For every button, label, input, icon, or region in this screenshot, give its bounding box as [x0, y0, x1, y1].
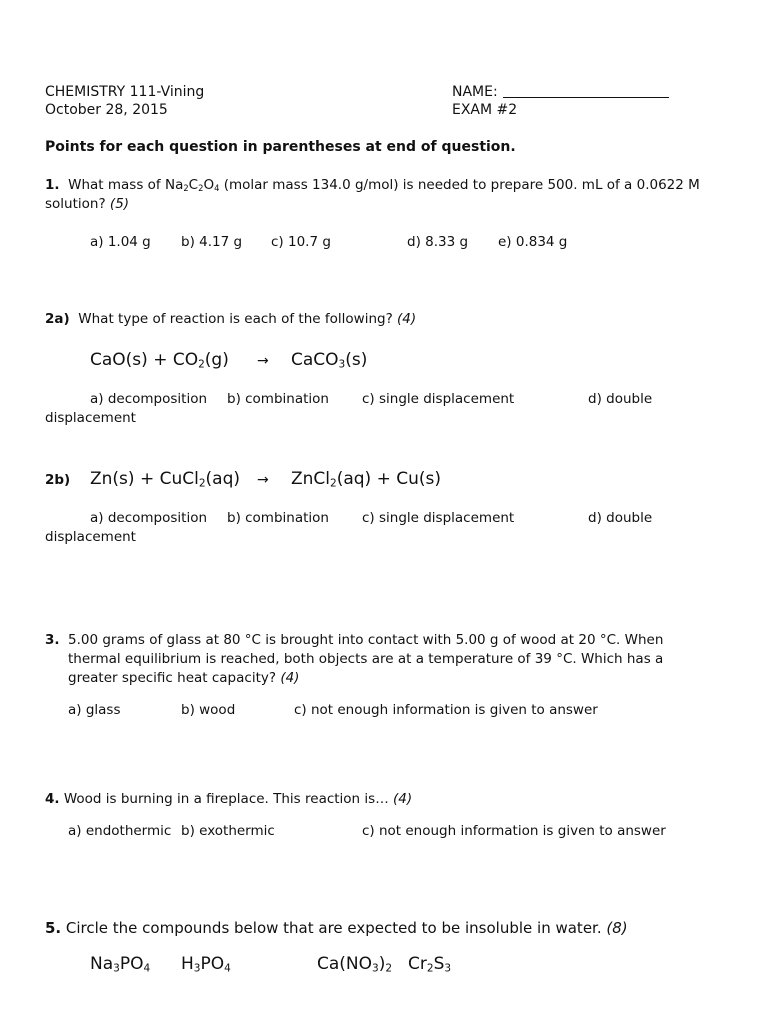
compound-4-part-b: S	[433, 954, 445, 974]
name-label: NAME:	[452, 84, 498, 100]
question-2b-number: 2b)	[45, 472, 71, 488]
exam-number: EXAM #2	[452, 102, 518, 118]
question-5-number: 5.	[45, 919, 62, 937]
question-3-line-2: thermal equilibrium is reached, both objects are at a temperature of 39 °C. Which has a	[68, 651, 664, 667]
question-3-number: 3.	[45, 632, 60, 648]
question-4-choice-b[interactable]: b) exothermic	[181, 823, 275, 839]
name-blank-line	[503, 83, 669, 98]
compound-na3po4[interactable]	[90, 953, 150, 975]
question-1-choice-c[interactable]: c) 10.7 g	[271, 234, 331, 250]
equation-2b-right	[291, 468, 441, 490]
question-3-line3-text: greater specific heat capacity?	[68, 670, 281, 686]
question-2a-choice-a[interactable]: a) decomposition	[90, 391, 208, 407]
compound-4-sub-1: 2	[426, 962, 434, 975]
compound-3-sub-2: 2	[385, 962, 393, 975]
question-1	[45, 176, 700, 195]
equation-2a-left	[90, 349, 229, 371]
compound-2-part-b: PO	[200, 954, 225, 974]
question-3-choice-c[interactable]: c) not enough information is given to answer	[294, 702, 598, 718]
equation-2a-sub1: 2	[198, 358, 205, 371]
instructions: Points for each question in parentheses at end of question.	[45, 139, 516, 155]
equation-2b-right-text: ZnCl	[291, 469, 331, 489]
question-2a-choice-d[interactable]: d) double	[588, 391, 653, 407]
question-2b-choice-b[interactable]: b) combination	[227, 510, 329, 526]
compound-1-sub-1: 3	[113, 962, 120, 975]
exam-date: October 28, 2015	[45, 102, 168, 118]
question-1-line2-text: solution?	[45, 196, 110, 212]
equation-2b-left	[90, 468, 240, 490]
question-2a-choice-d-wrap: displacement	[45, 410, 136, 426]
equation-2a-right-end: (s)	[345, 350, 368, 370]
equation-2b-arrow-icon: →	[257, 472, 269, 488]
question-3-line-1: 5.00 grams of glass at 80 °C is brought into contact with 5.00 g of wood at 20 °C. When	[68, 632, 664, 648]
equation-2b-sub1: 2	[198, 477, 206, 490]
equation-2b-left-text: Zn(s) + CuCl	[90, 469, 199, 489]
question-1-text-c: O	[203, 177, 215, 193]
question-1-sub-c: 4	[214, 183, 220, 194]
question-1-line-2	[45, 195, 129, 214]
question-2b-choice-a[interactable]: a) decomposition	[90, 510, 208, 526]
equation-2a-right	[291, 349, 367, 371]
question-2a-choice-b[interactable]: b) combination	[227, 391, 329, 407]
question-4-number: 4.	[45, 791, 60, 807]
question-4-choice-c[interactable]: c) not enough information is given to answer	[362, 823, 666, 839]
compound-2-sub-2: 4	[224, 962, 231, 975]
question-2a-text: What type of reaction is each of the following?	[78, 311, 398, 327]
question-3-choice-b[interactable]: b) wood	[181, 702, 236, 718]
question-3-choice-a[interactable]: a) glass	[68, 702, 121, 718]
question-1-choice-a[interactable]: a) 1.04 g	[90, 234, 151, 250]
question-1-text-d: (molar mass 134.0 g/mol) is needed to prepare 500. mL of a 0.0622 M	[219, 177, 700, 193]
question-2b-choice-d-wrap: displacement	[45, 529, 136, 545]
question-1-text-a: What mass of Na	[68, 177, 184, 193]
question-4	[45, 790, 412, 809]
equation-2a-arrow-icon: →	[257, 353, 269, 369]
compound-3-part-a: Ca(NO	[317, 954, 373, 974]
compound-3-sub-1: 3	[372, 962, 379, 975]
question-1-points: (5)	[109, 196, 130, 212]
compound-ca-no3-2[interactable]	[317, 953, 392, 975]
question-1-choice-e[interactable]: e) 0.834 g	[498, 234, 568, 250]
question-4-choice-a[interactable]: a) endothermic	[68, 823, 172, 839]
question-1-number: 1.	[45, 177, 60, 193]
question-2a-choice-c[interactable]: c) single displacement	[362, 391, 515, 407]
equation-2a-left-text: CaO(s) + CO	[90, 350, 199, 370]
question-1-choice-b[interactable]: b) 4.17 g	[181, 234, 243, 250]
compound-1-part-b: PO	[119, 954, 144, 974]
course-title: CHEMISTRY 111-Vining	[45, 84, 205, 100]
compound-3-part-b: )	[378, 954, 386, 974]
question-5-points: (8)	[606, 919, 628, 937]
compound-1-part-a: Na	[90, 954, 114, 974]
compound-2-part-a: H	[181, 954, 194, 974]
equation-2b-sub2: 2	[330, 477, 337, 490]
equation-2b-left-end: (aq)	[205, 469, 241, 489]
question-1-text-b: C	[188, 177, 199, 193]
question-2a	[45, 310, 416, 329]
question-1-sub-b: 2	[198, 183, 204, 194]
question-5-text: Circle the compounds below that are expected to be insoluble in water.	[61, 919, 607, 937]
question-2b-choice-c[interactable]: c) single displacement	[362, 510, 515, 526]
question-2b-choice-d[interactable]: d) double	[588, 510, 653, 526]
compound-1-sub-2: 4	[143, 962, 151, 975]
question-2a-number: 2a)	[45, 311, 70, 327]
question-1-sub-a: 2	[183, 183, 189, 194]
compound-h3po4[interactable]	[181, 953, 231, 975]
compound-2-sub-1: 3	[193, 962, 201, 975]
question-2a-points: (4)	[397, 311, 417, 327]
equation-2a-right-text: CaCO	[291, 350, 339, 370]
question-4-points: (4)	[392, 791, 413, 807]
compound-4-part-a: Cr	[408, 954, 427, 974]
equation-2a-sub2: 3	[338, 358, 346, 371]
compound-cr2s3[interactable]	[408, 953, 451, 975]
name-field	[452, 83, 669, 101]
question-3-line-3	[68, 669, 299, 688]
question-3-points: (4)	[280, 670, 300, 686]
question-1-choice-d[interactable]: d) 8.33 g	[407, 234, 469, 250]
equation-2a-left-end: (g)	[204, 350, 229, 370]
equation-2b-right-end: (aq) + Cu(s)	[336, 469, 442, 489]
question-4-text: Wood is burning in a fireplace. This reaction is…	[59, 791, 393, 807]
compound-4-sub-2: 3	[444, 962, 452, 975]
question-5	[45, 918, 628, 938]
